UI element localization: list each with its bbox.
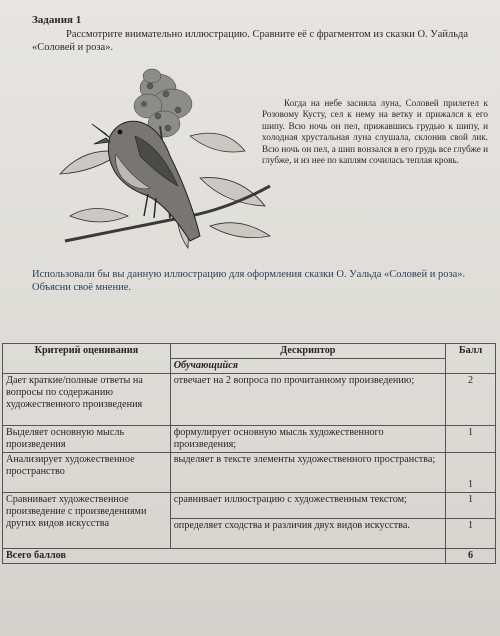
criterion-cell: Дает краткие/полные ответы на вопросы по содержанию художественного произведения <box>3 374 171 426</box>
task-instruction: Рассмотрите внимательно иллюстрацию. Сравните её с фрагментом из сказки О. Уайльда «Соловей и роза». <box>32 29 469 53</box>
score-cell: 2 <box>446 374 496 426</box>
score-cell: 1 <box>446 493 496 519</box>
score-cell: 1 <box>446 426 496 453</box>
nightingale-bird <box>92 121 200 241</box>
question-text: Использовали бы вы данную иллюстрацию для оформления сказки О. Уальда «Соловей и роза». Объясни своё мнение. <box>32 269 466 293</box>
assessment-rubric-table <box>2 343 496 564</box>
score-cell: 1 <box>446 453 496 493</box>
table-row <box>3 374 496 426</box>
descriptor-cell: сравнивает иллюстрацию с художественным текстом; <box>170 493 445 519</box>
table-row <box>3 493 496 519</box>
criterion-cell: Анализирует художественное пространство <box>3 453 171 493</box>
criterion-cell: Сравнивает художественное произведение с произведениями других видов искусства <box>3 493 171 549</box>
criterion-cell: Выделяет основную мысль произведения <box>3 426 171 453</box>
score-cell: 1 <box>446 519 496 549</box>
descriptor-cell: отвечает на 2 вопроса по прочитанному произведению; <box>170 374 445 426</box>
descriptor-cell: формулирует основную мысль художественного произведения; <box>170 426 445 453</box>
header-descriptor: Дескриптор <box>170 344 445 359</box>
header-score: Балл <box>446 344 496 374</box>
total-row <box>3 549 496 564</box>
descriptor-cell: выделяет в тексте элементы художественного пространства; <box>170 453 445 493</box>
header-criterion: Критерий оценивания <box>3 344 171 374</box>
total-value: 6 <box>446 549 496 564</box>
fairy-tale-excerpt: Когда на небе засияла луна, Соловей прилетел к Розовому Кусту, сел к нему на ветку и прижался к его шипу. Всю ночь он пел, прижавшись грудью к шипу, и холодная хрустальная луна слушала, склонив свой лик. Всю ночь он пел, а шип вонзался в его грудь все глубже и глубже, и из нее по каплям сочилась теплая кровь. <box>262 98 488 166</box>
table-row <box>3 426 496 453</box>
header-descriptor-sub: Обучающийся <box>170 359 445 374</box>
table-row <box>3 453 496 493</box>
rubric-header-row <box>3 344 496 359</box>
nightingale-illustration <box>40 66 280 256</box>
descriptor-cell: определяет сходства и различия двух видов искусства. <box>170 519 445 549</box>
total-label: Всего баллов <box>3 549 446 564</box>
task-title: Задания 1 <box>32 14 82 26</box>
